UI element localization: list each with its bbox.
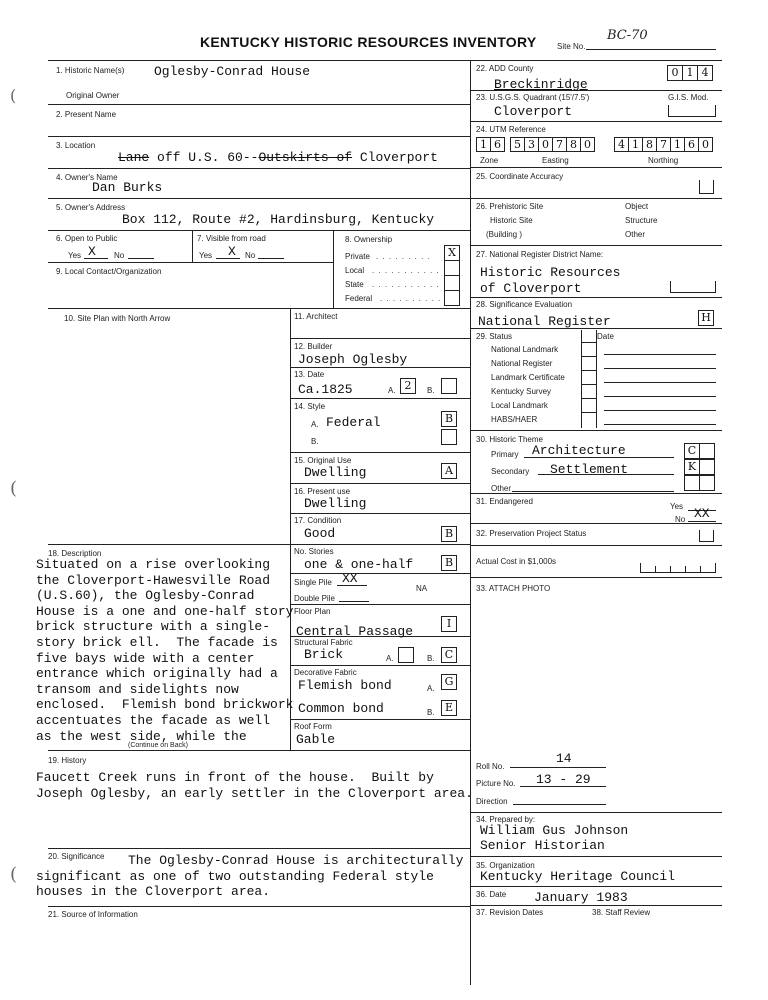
utm-northing-5[interactable]: 1 — [670, 137, 685, 152]
rule-after-25 — [470, 198, 722, 199]
significance-eval-box[interactable]: H — [698, 310, 714, 326]
utm-label: 24. UTM Reference — [476, 125, 546, 134]
stories-value: one & one-half — [304, 557, 414, 572]
double-pile-line — [339, 601, 369, 602]
style-label: 14. Style — [294, 402, 326, 411]
location-struck-word: Lane — [118, 150, 150, 165]
direction-label: Direction — [476, 797, 508, 806]
roof-form-label: Roof Form — [294, 722, 332, 731]
form-title: KENTUCKY HISTORIC RESOURCES INVENTORY — [200, 34, 537, 50]
visible-yes-label: Yes — [199, 251, 213, 260]
decorative-a-box[interactable]: G — [441, 674, 457, 690]
secondary-theme-value: Settlement — [550, 462, 629, 477]
ownership-private-box[interactable]: X — [444, 245, 460, 261]
utm-easting-5[interactable]: 8 — [566, 137, 581, 152]
rule-after-1 — [48, 104, 470, 105]
historic-name-value: Oglesby-Conrad House — [154, 64, 311, 79]
visible-label: 7. Visible from road — [197, 234, 266, 243]
status-landmark-certificate: Landmark Certificate — [491, 373, 565, 382]
status-box-sep-1 — [581, 342, 596, 343]
present-use-label: 16. Present use — [294, 487, 351, 496]
other-theme-box[interactable] — [684, 475, 700, 491]
rule-after-structural — [290, 665, 470, 666]
nr-district-value-1: Historic Resources — [480, 265, 621, 280]
endangered-no-mark: XX — [694, 506, 710, 521]
rule-after-17 — [48, 544, 470, 545]
open-yes-mark: X — [88, 244, 96, 259]
other-site-label: Other — [625, 230, 646, 239]
organization-value: Kentucky Heritage Council — [480, 869, 676, 884]
structure-label: Structure — [625, 216, 658, 225]
decorative-a-label: A. — [427, 684, 435, 693]
rule-after-decorative — [290, 719, 470, 720]
historic-name-label: 1. Historic Name(s) — [56, 66, 125, 75]
status-box-sep-4 — [581, 384, 596, 385]
ownership-private-dots: . . . . . . . . . — [376, 252, 431, 261]
rule-after-stories — [290, 573, 470, 574]
utm-northing-2[interactable]: 1 — [628, 137, 643, 152]
nr-district-value-2: of Cloverport — [480, 281, 582, 296]
rule-after-direction — [470, 812, 722, 813]
attach-photo-label: 33. ATTACH PHOTO — [476, 584, 551, 593]
cost-tick-3 — [685, 566, 686, 572]
visible-yes-mark: X — [228, 244, 236, 259]
single-pile-line — [337, 585, 367, 586]
source-label: 21. Source of Information — [48, 910, 138, 919]
actual-cost-box[interactable] — [640, 563, 716, 573]
location-value — [118, 150, 438, 165]
picture-no-value: 13 - 29 — [536, 772, 591, 787]
date-value: Ca.1825 — [298, 382, 353, 397]
status-date-line-6 — [604, 424, 716, 425]
prepared-by-label: 34. Prepared by: — [476, 815, 536, 824]
add-county-label: 22. ADD County — [476, 64, 534, 73]
ownership-private-label: Private — [345, 252, 370, 261]
decorative-b-label: B. — [427, 708, 435, 717]
original-use-value: Dwelling — [304, 465, 367, 480]
rule-after-11 — [290, 338, 470, 339]
gis-mod-label: G.I.S. Mod. — [668, 93, 709, 102]
status-box-sep-5 — [581, 398, 596, 399]
visible-no-label: No — [245, 251, 256, 260]
status-local-landmark: Local Landmark — [491, 401, 548, 410]
county-code-1[interactable]: 0 — [667, 65, 683, 81]
rule-after-23 — [470, 121, 722, 122]
structural-b-label: B. — [427, 654, 435, 663]
roll-no-line — [510, 767, 606, 768]
historic-theme-label: 30. Historic Theme — [476, 435, 543, 444]
rule-after-12 — [290, 367, 470, 368]
continue-on-back: (Continue on Back) — [128, 742, 188, 749]
decorative-value-2: Common bond — [298, 701, 384, 716]
style-a-box[interactable]: B — [441, 411, 457, 427]
county-code-2[interactable]: 1 — [682, 65, 698, 81]
double-pile-label: Double Pile — [294, 594, 335, 603]
single-pile-label: Single Pile — [294, 578, 332, 587]
open-to-public-label: 6. Open to Public — [56, 234, 118, 243]
rule-after-27 — [470, 297, 722, 298]
significance-text-3: houses in the Cloverport area. — [36, 884, 271, 899]
roof-form-value: Gable — [296, 732, 336, 747]
status-box-sep-2 — [581, 356, 596, 357]
rule-after-16 — [290, 513, 470, 514]
structural-fabric-label: Structural Fabric — [294, 638, 353, 647]
open-yes-line — [84, 258, 108, 259]
utm-northing-label: Northing — [648, 156, 679, 165]
primary-theme-line — [524, 457, 674, 458]
roll-no-value: 14 — [556, 751, 572, 766]
utm-easting-label: Easting — [542, 156, 569, 165]
rule-after-32 — [470, 545, 722, 546]
decorative-b-box[interactable]: E — [441, 700, 457, 716]
condition-label: 17. Condition — [294, 516, 342, 525]
status-date-line-5 — [604, 410, 716, 411]
significance-label: 20. Significance — [48, 852, 105, 861]
secondary-theme-label: Secondary — [491, 467, 530, 476]
condition-value: Good — [304, 526, 336, 541]
structural-b-box[interactable]: C — [441, 647, 457, 663]
ownership-federal-box[interactable] — [444, 290, 460, 306]
owners-name-label: 4. Owner's Name — [56, 173, 118, 182]
significance-eval-value: National Register — [478, 314, 611, 329]
floor-plan-label: Floor Plan — [294, 607, 331, 616]
structural-fabric-value: Brick — [304, 647, 344, 662]
secondary-theme-box-2[interactable] — [699, 459, 715, 475]
usgs-quadrant-value: Cloverport — [494, 104, 573, 119]
site-no-line — [586, 49, 716, 50]
utm-easting-4[interactable]: 7 — [552, 137, 567, 152]
rule-after-9 — [48, 308, 470, 309]
style-b-box[interactable] — [441, 429, 457, 445]
rule-after-19 — [48, 848, 470, 849]
secondary-theme-line — [538, 474, 674, 475]
coordinate-accuracy-box[interactable] — [699, 180, 714, 194]
rule-after-3 — [48, 168, 470, 169]
single-pile-mark: XX — [342, 571, 358, 586]
utm-zone-1[interactable]: 1 — [476, 137, 491, 152]
ownership-state-box[interactable] — [444, 275, 460, 291]
county-code-3[interactable]: 4 — [697, 65, 713, 81]
visible-no-line — [258, 258, 284, 259]
date-b-label: B. — [427, 386, 435, 395]
status-box-right — [596, 330, 597, 428]
cost-tick-4 — [700, 566, 701, 572]
location-label: 3. Location — [56, 141, 96, 150]
utm-easting-2[interactable]: 3 — [524, 137, 539, 152]
rule-after-26 — [470, 245, 722, 246]
prep-date-value: January 1983 — [534, 890, 628, 905]
rule-after-35 — [470, 886, 722, 887]
status-box-left — [581, 330, 582, 428]
endangered-yes-label: Yes — [670, 502, 684, 511]
primary-theme-label: Primary — [491, 450, 519, 459]
margin-punch-mark-1: ( — [10, 86, 17, 105]
status-box-sep-3 — [581, 370, 596, 371]
ownership-federal-dots: . . . . . . . . . . — [380, 294, 442, 303]
utm-northing-3[interactable]: 8 — [642, 137, 657, 152]
rule-after-29 — [470, 430, 722, 431]
div-7-8 — [333, 230, 334, 308]
site-plan-label: 10. Site Plan with North Arrow — [64, 314, 171, 323]
utm-northing-1[interactable]: 4 — [614, 137, 629, 152]
condition-box[interactable]: B — [441, 526, 457, 542]
coordinate-accuracy-label: 25. Coordinate Accuracy — [476, 172, 564, 181]
rule-after-13 — [290, 398, 470, 399]
revision-dates-label: 37. Revision Dates — [476, 908, 544, 917]
prepared-by-title: Senior Historian — [480, 838, 605, 853]
date-b-box[interactable] — [441, 378, 457, 394]
decorative-value-1: Flemish bond — [298, 678, 392, 693]
owners-address-label: 5. Owner's Address — [56, 203, 126, 212]
status-label: 29. Status — [476, 332, 513, 341]
present-use-value: Dwelling — [304, 496, 367, 511]
utm-zone-2[interactable]: 6 — [490, 137, 505, 152]
rule-after-18 — [48, 750, 470, 751]
utm-zone-label: Zone — [480, 156, 499, 165]
description-label: 18. Description — [48, 549, 102, 558]
rule-after-5 — [48, 230, 470, 231]
rule-after-pile — [290, 604, 470, 605]
utm-northing-7[interactable]: 0 — [698, 137, 713, 152]
significance-text-1: The Oglesby-Conrad House is architecturally — [128, 853, 464, 868]
rule-after-24 — [470, 167, 722, 168]
site-no-value: BC-70 — [607, 28, 648, 43]
secondary-theme-box[interactable]: K — [684, 459, 700, 475]
significance-text-2: significant as one of two outstanding Federal style — [36, 869, 434, 884]
location-end: Cloverport — [359, 150, 438, 165]
style-value: Federal — [326, 415, 381, 430]
actual-cost-label: Actual Cost in $1,000s — [476, 557, 557, 566]
location-main: off U.S. 60-- — [157, 150, 259, 165]
visible-yes-line — [216, 258, 240, 259]
open-no-line — [128, 258, 154, 259]
rule-after-20 — [48, 906, 470, 907]
ownership-local-box[interactable] — [444, 260, 460, 276]
utm-easting-6[interactable]: 0 — [580, 137, 595, 152]
rule-after-14 — [290, 452, 470, 453]
add-county-value: Breckinridge — [494, 77, 588, 92]
ownership-local-label: Local — [345, 266, 365, 275]
margin-punch-mark-2: ( — [10, 478, 18, 499]
stories-box[interactable]: B — [441, 555, 457, 571]
floor-plan-box[interactable]: I — [441, 616, 457, 632]
date-a-box[interactable]: 2 — [400, 378, 416, 394]
structural-a-box[interactable] — [398, 647, 414, 663]
staff-review-label: 38. Staff Review — [592, 908, 651, 917]
style-b-label: B. — [311, 437, 319, 446]
date-label: 13. Date — [294, 370, 325, 379]
cost-tick-2 — [670, 566, 671, 572]
status-date-line-2 — [604, 368, 716, 369]
rule-after-cost — [470, 577, 722, 578]
architect-label: 11. Architect — [294, 312, 338, 321]
builder-label: 12. Builder — [294, 342, 333, 351]
picture-no-label: Picture No. — [476, 779, 516, 788]
ownership-local-dots: . . . . . . . . . . . — [372, 266, 440, 275]
site-no-label: Site No. — [557, 42, 586, 51]
status-kentucky-survey: Kentucky Survey — [491, 387, 552, 396]
status-box-sep-6 — [581, 412, 596, 413]
rule-after-4 — [48, 198, 470, 199]
stories-label: No. Stories — [294, 547, 334, 556]
open-no-label: No — [114, 251, 125, 260]
top-rule — [48, 60, 722, 61]
owners-name-value: Dan Burks — [92, 180, 163, 195]
rule-after-15 — [290, 483, 470, 484]
date-a-label: A. — [388, 386, 396, 395]
location-struck-phrase: Outskirts of — [258, 150, 353, 165]
present-name-label: 2. Present Name — [56, 110, 117, 119]
cost-tick-1 — [655, 566, 656, 572]
ownership-state-label: State — [345, 280, 364, 289]
utm-northing-4[interactable]: 7 — [656, 137, 671, 152]
pile-na: NA — [416, 584, 428, 593]
local-contact-label: 9. Local Contact/Organization — [56, 267, 162, 276]
status-date-line-3 — [604, 382, 716, 383]
history-text: Faucett Creek runs in front of the house. Built by Joseph Oglesby, an early settler in the Cloverport area. — [36, 770, 473, 801]
prep-date-label: 36. Date — [476, 890, 507, 899]
prehistoric-site-label: 26. Prehistoric Site — [476, 202, 544, 211]
picture-no-line — [520, 786, 606, 787]
status-habs-haer: HABS/HAER — [491, 415, 538, 424]
primary-theme-value: Architecture — [532, 443, 626, 458]
other-theme-line — [512, 491, 674, 492]
building-label: (Building ) — [486, 230, 523, 239]
endangered-label: 31. Endangered — [476, 497, 533, 506]
rule-after-6 — [48, 262, 333, 263]
significance-eval-label: 28. Significance Evaluation — [476, 300, 573, 309]
object-label: Object — [625, 202, 649, 211]
open-yes-label: Yes — [68, 251, 82, 260]
margin-punch-mark-3: ( — [10, 864, 18, 885]
rule-after-34 — [470, 856, 722, 857]
status-national-register: National Register — [491, 359, 553, 368]
direction-line — [513, 804, 606, 805]
roll-no-label: Roll No. — [476, 762, 505, 771]
status-national-landmark: National Landmark — [491, 345, 559, 354]
usgs-quadrant-label: 23. U.S.G.S. Quadrant (15'/7.5') — [476, 93, 590, 102]
original-use-label: 15. Original Use — [294, 456, 352, 465]
utm-northing-6[interactable]: 6 — [684, 137, 699, 152]
rule-after-30 — [470, 493, 722, 494]
decorative-fabric-label: Decorative Fabric — [294, 668, 357, 677]
gis-mod-box[interactable] — [668, 105, 716, 117]
ownership-federal-label: Federal — [345, 294, 373, 303]
status-date-line-4 — [604, 396, 716, 397]
owners-address-value: Box 112, Route #2, Hardinsburg, Kentucky — [122, 212, 435, 227]
nr-district-label: 27. National Register District Name: — [476, 250, 604, 259]
status-date-label: Date — [597, 332, 614, 341]
builder-value: Joseph Oglesby — [298, 352, 408, 367]
organization-label: 35. Organization — [476, 861, 535, 870]
primary-theme-box-2[interactable] — [699, 443, 715, 459]
preservation-status-label: 32. Preservation Project Status — [476, 529, 587, 538]
ownership-state-dots: . . . . . . . . . . . — [372, 280, 440, 289]
rule-after-36 — [470, 905, 722, 906]
other-theme-label: Other — [491, 484, 512, 493]
primary-theme-box[interactable]: C — [684, 443, 700, 459]
other-theme-box-2[interactable] — [699, 475, 715, 491]
floor-plan-value: Central Passage — [296, 624, 414, 639]
utm-easting-3[interactable]: 0 — [538, 137, 553, 152]
prepared-by-name: William Gus Johnson — [480, 823, 629, 838]
description-text: Situated on a rise overlooking the Cloverport-Hawesville Road (U.S.60), the Oglesby-Conrad House is a one and one-half story brick structure with a single- story brick ell. The facade is five bays wide with a center entrance which originally had a transom and sidelights now enclosed. Flemish bond brickwork accentuates the facade as well as the west side, while the — [36, 557, 294, 744]
ownership-label: 8. Ownership — [345, 235, 393, 244]
endangered-no-line — [688, 521, 716, 522]
historic-site-label: Historic Site — [490, 216, 533, 225]
style-a-label: A. — [311, 420, 319, 429]
original-owner-label: Original Owner — [66, 91, 120, 100]
div-6-7 — [192, 230, 193, 262]
utm-easting-1[interactable]: 5 — [510, 137, 525, 152]
original-use-box[interactable]: A — [441, 463, 457, 479]
structural-a-label: A. — [386, 654, 394, 663]
preservation-status-box[interactable] — [699, 530, 714, 542]
history-label: 19. History — [48, 756, 87, 765]
status-date-line-1 — [604, 354, 716, 355]
nr-district-box[interactable] — [670, 281, 716, 293]
rule-after-2 — [48, 136, 470, 137]
endangered-no-label: No — [675, 515, 686, 524]
